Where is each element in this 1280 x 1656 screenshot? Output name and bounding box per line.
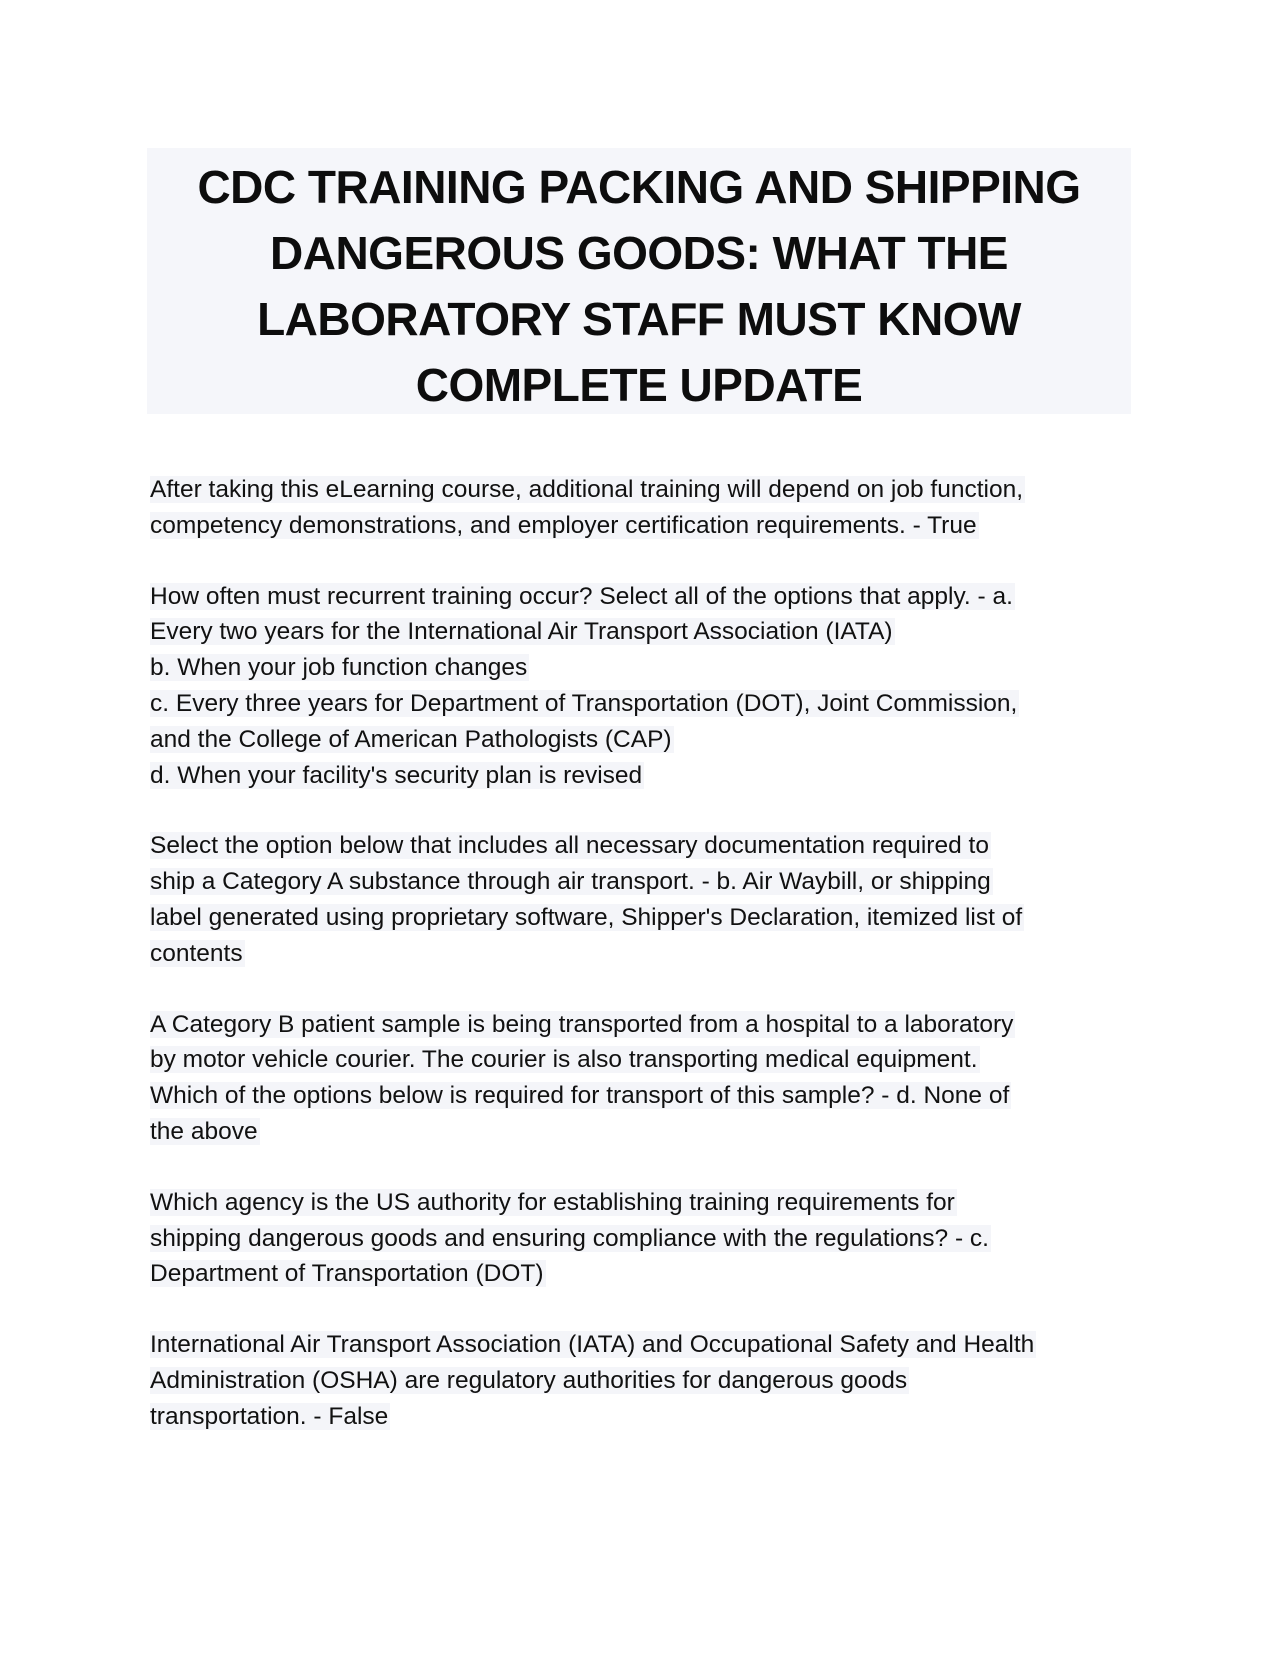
question-item [150,1007,1140,1150]
question-text-line: label generated using proprietary software, Shipper's Declaration, itemized list of [150,903,1023,931]
title-line: LABORATORY STAFF MUST KNOW [257,293,1021,345]
question-text-line: ship a Category A substance through air transport. - b. Air Waybill, or shipping [150,868,991,896]
question-text-line: Select the option below that includes all necessary documentation required to [150,832,989,860]
question-text-line: Every two years for the International Air Transport Association (IATA) [150,618,893,646]
question-item [150,1327,1140,1434]
question-text-line: Department of Transportation (DOT) [150,1260,544,1288]
question-text-line: contents [150,939,243,967]
question-text-line: How often must recurrent training occur? Select all of the options that apply. - a. [150,582,1013,610]
question-list [150,472,1140,1470]
question-text-line: Which agency is the US authority for establishing training requirements for [150,1188,955,1216]
question-text-line: competency demonstrations, and employer certification requirements. - True [150,511,977,539]
answer-option-line: and the College of American Pathologists (CAP) [150,725,672,753]
question-text-line: Which of the options below is required for transport of this sample? - d. None of [150,1082,1010,1110]
question-text-line: International Air Transport Association (IATA) and Occupational Safety and Health [150,1331,1035,1359]
question-item [150,579,1140,794]
question-text-line: After taking this eLearning course, additional training will depend on job function, [150,476,1024,503]
question-text-line: Administration (OSHA) are regulatory authorities for dangerous goods [150,1366,908,1394]
question-text-line: the above [150,1117,258,1145]
question-item [150,1185,1140,1292]
title-line: DANGEROUS GOODS: WHAT THE [270,227,1008,279]
question-text-line: by motor vehicle courier. The courier is also transporting medical equipment. [150,1046,978,1074]
question-text-line: transportation. - False [150,1402,389,1430]
question-item [150,828,1140,971]
title-line: CDC TRAINING PACKING AND SHIPPING [197,161,1081,213]
title-line: COMPLETE UPDATE [415,359,863,411]
document-title [147,148,1131,414]
question-item [150,472,1140,544]
question-text-line: A Category B patient sample is being transported from a hospital to a laboratory [150,1010,1014,1038]
answer-option-line: b. When your job function changes [150,654,528,682]
answer-option-line: d. When your facility's security plan is revised [150,761,643,789]
answer-option-line: c. Every three years for Department of Transportation (DOT), Joint Commission, [150,689,1018,717]
question-text-line: shipping dangerous goods and ensuring compliance with the regulations? - c. [150,1224,989,1252]
